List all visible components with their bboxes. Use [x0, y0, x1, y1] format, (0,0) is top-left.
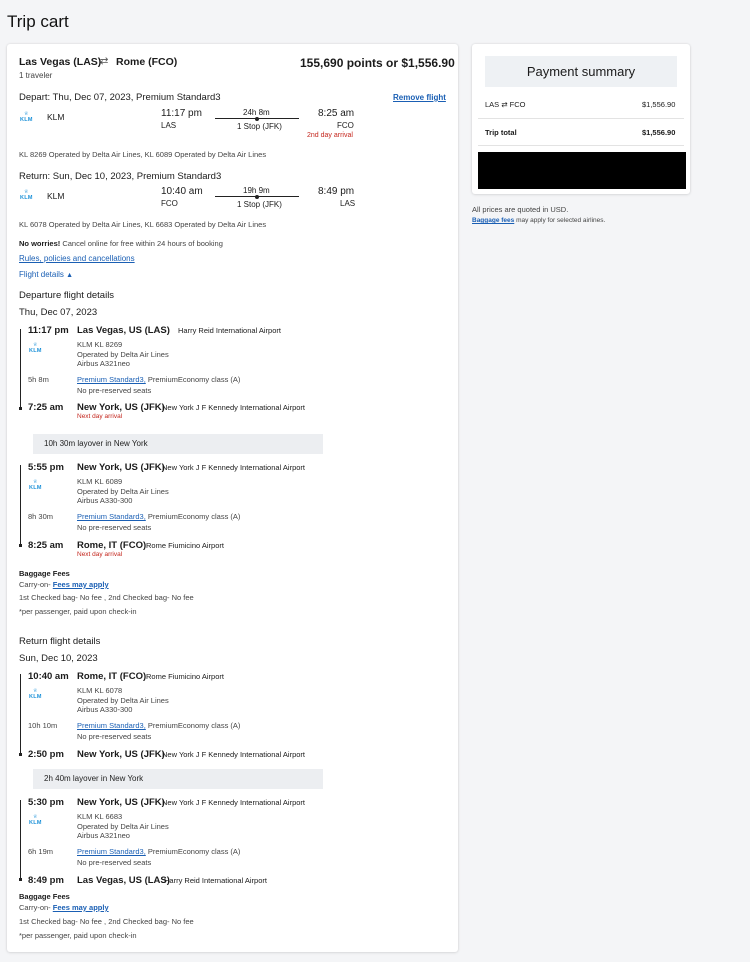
segment-duration: 10h 10m — [28, 721, 58, 730]
route-from: Las Vegas (LAS) — [19, 56, 102, 68]
baggage-checked: 1st Checked bag- No fee , 2nd Checked bag- No fee — [19, 593, 194, 602]
baggage-title: Baggage Fees — [19, 569, 70, 578]
segment-arr-note: Next day arrival — [77, 551, 123, 558]
fare-link[interactable]: Premium Standard3, — [77, 721, 146, 730]
baggage-checked: 1st Checked bag- No fee , 2nd Checked bag- No fee — [19, 917, 194, 926]
route-to: Rome (FCO) — [116, 56, 178, 68]
swap-icon: ⇄ — [501, 100, 508, 109]
baggage-note: *per passenger, paid upon check-in — [19, 931, 137, 940]
divider — [478, 118, 684, 119]
segment-seats: No pre-reserved seats — [77, 386, 152, 395]
klm-logo-icon: ♕ KLM — [29, 688, 42, 700]
redacted-block — [478, 152, 686, 189]
fees-link[interactable]: Fees may apply — [52, 580, 109, 589]
trip-card — [7, 44, 458, 952]
return-arr-code: LAS — [340, 199, 356, 208]
segment-dep-time: 5:30 pm — [28, 797, 64, 808]
depart-arrival-note: 2nd day arrival — [307, 132, 353, 139]
segment-arr-airport: New York J F Kennedy International Airport — [162, 403, 305, 412]
segment-seats: No pre-reserved seats — [77, 523, 152, 532]
traveler-count: 1 traveler — [19, 71, 53, 80]
timeline-line — [20, 329, 21, 410]
return-heading: Return: Sun, Dec 10, 2023, Premium Standard3 — [19, 171, 222, 182]
segment-arr-airport: Rome Fiumicino Airport — [146, 541, 224, 550]
swap-icon: ⇄ — [100, 56, 109, 67]
segment-dep-city: Las Vegas, US (LAS) — [77, 325, 170, 336]
baggage-note: *per passenger, paid upon check-in — [19, 607, 137, 616]
return-details-title: Return flight details — [19, 636, 101, 647]
return-duration: 19h 9m — [243, 186, 270, 195]
segment-arr-city: New York, US (JFK) — [77, 749, 165, 760]
segment-operated: Operated by Delta Air Lines — [77, 350, 169, 359]
segment-aircraft: Airbus A330-300 — [77, 496, 133, 505]
segment-seats: No pre-reserved seats — [77, 732, 152, 741]
remove-flight-link[interactable]: Remove flight — [393, 93, 446, 102]
klm-logo-icon: ♕ KLM — [29, 814, 42, 826]
segment-dep-airport: New York J F Kennedy International Airport — [162, 798, 305, 807]
return-arr-time: 8:49 pm — [318, 186, 355, 197]
segment-duration: 6h 19m — [28, 847, 54, 856]
segment-duration: 8h 30m — [28, 512, 54, 521]
fare-link[interactable]: Premium Standard3, — [77, 847, 146, 856]
payment-summary-title: Payment summary — [485, 56, 677, 87]
page-title: Trip cart — [7, 12, 69, 31]
depart-duration: 24h 8m — [243, 108, 270, 117]
segment-dep-city: New York, US (JFK) — [77, 797, 165, 808]
depart-arr-code: FCO — [337, 121, 354, 130]
trip-total-label: Trip total — [485, 128, 517, 137]
segment-arr-time: 8:49 pm — [28, 875, 64, 886]
klm-logo-icon: ♕ KLM — [29, 342, 42, 354]
return-stop-dot — [255, 195, 259, 199]
baggage-carry-on: Carry-on- Fees may apply — [19, 580, 109, 589]
segment-fare: Premium Standard3, PremiumEconomy class (A) — [77, 847, 241, 856]
return-airline: KLM — [47, 191, 65, 201]
segment-arr-city: New York, US (JFK) — [77, 402, 165, 413]
return-details-date: Sun, Dec 10, 2023 — [19, 653, 98, 664]
return-stops: 1 Stop (JFK) — [237, 200, 282, 209]
segment-operated: Operated by Delta Air Lines — [77, 822, 169, 831]
cancel-note: No worries! Cancel online for free within 24 hours of booking — [19, 239, 223, 248]
segment-flight: KLM KL 6683 — [77, 812, 123, 821]
depart-operated: KL 8269 Operated by Delta Air Lines, KL 6089 Operated by Delta Air Lines — [19, 150, 267, 159]
segment-arr-time: 2:50 pm — [28, 749, 64, 760]
departure-details-date: Thu, Dec 07, 2023 — [19, 307, 98, 318]
depart-stops: 1 Stop (JFK) — [237, 122, 282, 131]
depart-arr-time: 8:25 am — [318, 108, 355, 119]
timeline-end — [19, 753, 22, 756]
segment-arr-airport: Harry Reid International Airport — [164, 876, 267, 885]
segment-arr-city: Las Vegas, US (LAS) — [77, 875, 170, 886]
segment-dep-time: 11:17 pm — [28, 325, 69, 336]
fare-link[interactable]: Premium Standard3, — [77, 512, 146, 521]
timeline-line — [20, 674, 21, 756]
segment-aircraft: Airbus A321neo — [77, 359, 130, 368]
flight-details-toggle[interactable]: Flight details ▲ — [19, 270, 74, 279]
segment-arr-time: 7:25 am — [28, 402, 64, 413]
payment-route-amount: $1,556.90 — [642, 100, 676, 109]
layover-banner: 10h 30m layover in New York — [33, 434, 323, 454]
chevron-up-icon: ▲ — [66, 272, 74, 279]
segment-operated: Operated by Delta Air Lines — [77, 696, 169, 705]
trip-price: 155,690 points or $1,556.90 — [300, 56, 455, 70]
segment-duration: 5h 8m — [28, 375, 49, 384]
segment-arr-time: 8:25 am — [28, 540, 64, 551]
trip-total-amount: $1,556.90 — [642, 128, 676, 137]
segment-fare: Premium Standard3, PremiumEconomy class (A) — [77, 512, 241, 521]
segment-arr-note: Next day arrival — [77, 413, 123, 420]
segment-dep-airport: Rome Fiumicino Airport — [146, 672, 224, 681]
segment-flight: KLM KL 6089 — [77, 477, 123, 486]
fare-link[interactable]: Premium Standard3, — [77, 375, 146, 384]
fees-link[interactable]: Fees may apply — [52, 903, 109, 912]
timeline-end — [19, 407, 22, 410]
payment-summary-card — [472, 44, 690, 194]
timeline-line — [20, 800, 21, 881]
segment-dep-city: New York, US (JFK) — [77, 462, 165, 473]
segment-operated: Operated by Delta Air Lines — [77, 487, 169, 496]
klm-logo-icon: ♕ KLM — [29, 479, 42, 491]
segment-fare: Premium Standard3, PremiumEconomy class (A) — [77, 375, 241, 384]
return-dep-code: FCO — [161, 199, 178, 208]
segment-arr-airport: New York J F Kennedy International Airport — [162, 750, 305, 759]
depart-airline: KLM — [47, 112, 65, 122]
return-dep-time: 10:40 am — [161, 186, 203, 197]
depart-dep-code: LAS — [161, 121, 177, 130]
depart-dep-time: 11:17 pm — [161, 108, 202, 119]
rules-link[interactable]: Rules, policies and cancellations — [19, 254, 135, 263]
divider — [478, 145, 684, 146]
timeline-end — [19, 544, 22, 547]
segment-seats: No pre-reserved seats — [77, 858, 152, 867]
timeline-end — [19, 878, 22, 881]
layover-banner: 2h 40m layover in New York — [33, 769, 323, 789]
timeline-line — [20, 465, 21, 546]
depart-stop-dot — [255, 117, 259, 121]
baggage-fees-link[interactable]: Baggage fees — [472, 217, 515, 224]
baggage-fees-note: Baggage fees may apply for selected airlines. — [472, 217, 606, 224]
return-operated: KL 6078 Operated by Delta Air Lines, KL 6683 Operated by Delta Air Lines — [19, 220, 267, 229]
segment-flight: KLM KL 6078 — [77, 686, 123, 695]
segment-arr-city: Rome, IT (FCO) — [77, 540, 147, 551]
segment-aircraft: Airbus A321neo — [77, 831, 130, 840]
segment-dep-city: Rome, IT (FCO) — [77, 671, 147, 682]
payment-route: LAS ⇄ FCO — [485, 100, 526, 109]
segment-flight: KLM KL 8269 — [77, 340, 123, 349]
klm-logo-icon: ♕ KLM — [20, 189, 33, 201]
segment-dep-airport: New York J F Kennedy International Airport — [162, 463, 305, 472]
klm-logo-icon: ♕ KLM — [20, 111, 33, 123]
usd-note: All prices are quoted in USD. — [472, 205, 569, 214]
baggage-title: Baggage Fees — [19, 892, 70, 901]
depart-heading: Depart: Thu, Dec 07, 2023, Premium Standard3 — [19, 92, 221, 103]
segment-dep-time: 5:55 pm — [28, 462, 64, 473]
segment-aircraft: Airbus A330-300 — [77, 705, 133, 714]
departure-details-title: Departure flight details — [19, 290, 115, 301]
segment-fare: Premium Standard3, PremiumEconomy class (A) — [77, 721, 241, 730]
baggage-carry-on: Carry-on- Fees may apply — [19, 903, 109, 912]
segment-dep-time: 10:40 am — [28, 671, 69, 682]
segment-dep-airport: Harry Reid International Airport — [178, 326, 281, 335]
